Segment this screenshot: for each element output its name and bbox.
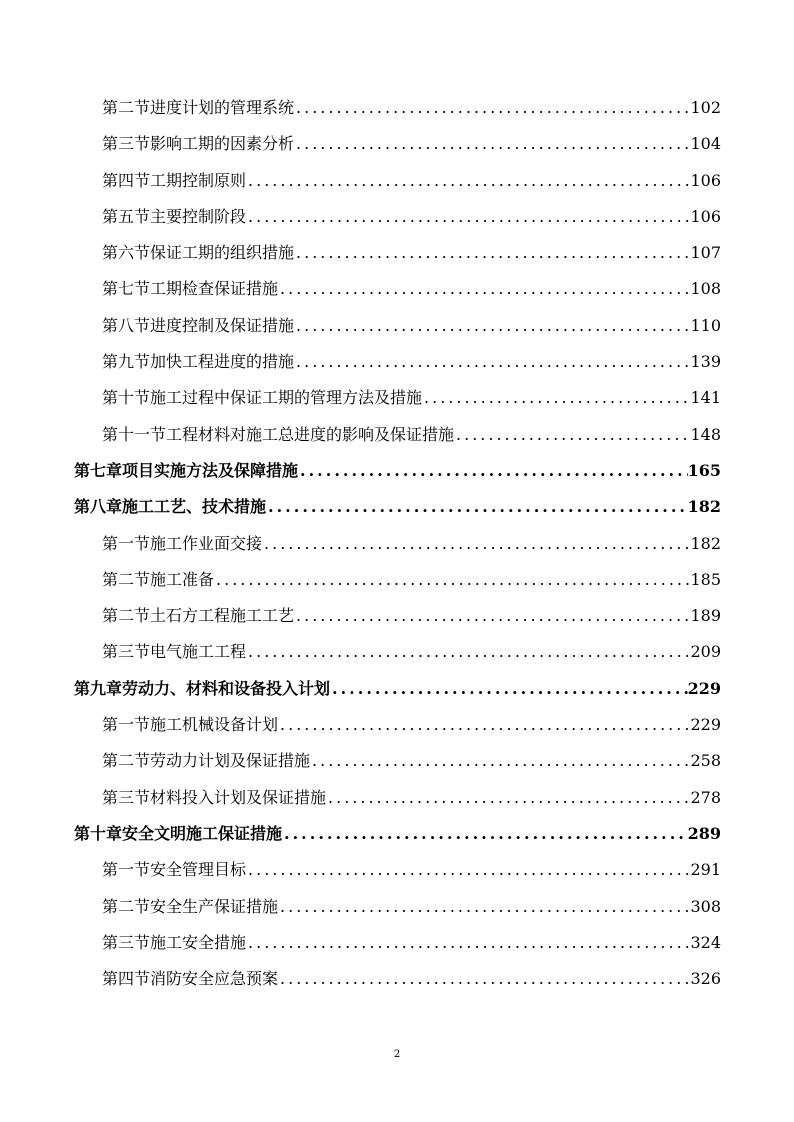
dot-leader (278, 889, 690, 925)
dot-leader (246, 163, 690, 199)
dot-leader (262, 526, 690, 562)
dot-leader (330, 671, 688, 707)
toc-section-entry[interactable] (74, 743, 721, 779)
toc-entry-number: 第二节 (102, 569, 151, 589)
toc-entry-page: 258 (690, 751, 721, 771)
dot-leader (278, 707, 690, 743)
toc-section-entry[interactable] (74, 344, 721, 380)
dot-leader (294, 235, 690, 271)
toc-entry-title: 材料投入计划及保证措施 (150, 787, 327, 807)
toc-entry-title: 工程材料对施工总进度的影响及保证措施 (166, 424, 455, 444)
toc-chapter-entry[interactable] (74, 489, 721, 525)
toc-entry-page: 102 (690, 98, 721, 117)
toc-section-entry[interactable] (74, 634, 721, 670)
toc-entry-number: 第二节 (102, 896, 151, 916)
toc-section-entry[interactable] (74, 308, 721, 344)
toc-chapter-entry[interactable] (74, 671, 721, 707)
toc-entry-page: 229 (687, 678, 721, 698)
toc-entry-title: 加快工程进度的措施 (150, 352, 295, 372)
toc-section-entry[interactable] (74, 925, 721, 961)
toc-section-entry[interactable] (74, 598, 721, 634)
toc-entry-number: 第三节 (102, 932, 151, 952)
toc-entry-number: 第十章 (74, 823, 123, 843)
toc-section-entry[interactable] (74, 417, 721, 453)
dot-leader (214, 562, 690, 598)
toc-entry-page: 148 (690, 424, 721, 444)
dot-leader (294, 308, 690, 344)
toc-entry-page: 110 (690, 315, 721, 335)
toc-entry-title: 安全文明施工保证措施 (122, 823, 283, 843)
toc-entry-page: 308 (690, 896, 721, 916)
dot-leader (246, 199, 690, 235)
toc-entry-page: 108 (690, 279, 721, 299)
toc-entry-title: 施工工艺、技术措施 (122, 497, 267, 517)
toc-entry-page: 326 (690, 969, 721, 989)
toc-entry-title: 进度控制及保证措施 (150, 315, 295, 335)
toc-entry-title: 施工机械设备计划 (150, 715, 279, 735)
toc-section-entry[interactable] (74, 271, 721, 307)
toc-section-entry[interactable] (74, 526, 721, 562)
toc-entry-title: 电气施工工程 (150, 642, 247, 662)
dot-leader (294, 598, 690, 634)
toc-entry-page: 182 (687, 497, 721, 517)
toc-entry-page: 209 (690, 642, 721, 662)
toc-entry-number: 第七节 (102, 279, 151, 299)
toc-section-entry[interactable] (74, 199, 721, 235)
toc-entry-title: 土石方工程施工工艺 (150, 606, 295, 626)
page-number: 2 (393, 1049, 401, 1060)
toc-entry-number: 第三节 (102, 642, 151, 662)
toc-entry-page: 278 (690, 787, 721, 807)
toc-section-entry[interactable] (74, 562, 721, 598)
dot-leader (298, 453, 688, 489)
dot-leader (310, 743, 690, 779)
toc-entry-number: 第一节 (102, 533, 151, 553)
toc-entry-page: 106 (690, 206, 721, 226)
toc-entry-page: 107 (690, 243, 721, 263)
dot-leader (246, 634, 690, 670)
dot-leader (282, 816, 688, 852)
toc-section-entry[interactable] (74, 163, 721, 199)
toc-entry-title: 施工安全措施 (150, 932, 247, 952)
dot-leader (294, 90, 690, 126)
toc-section-entry[interactable] (74, 852, 721, 888)
toc-entry-number: 第八节 (102, 315, 151, 335)
toc-section-entry[interactable] (74, 961, 721, 997)
toc-entry-page: 324 (690, 932, 721, 952)
dot-leader (326, 780, 690, 816)
toc-section-entry[interactable] (74, 90, 721, 126)
toc-entry-number: 第七章 (74, 460, 123, 480)
toc-entry-number: 第三节 (102, 787, 151, 807)
toc-chapter-entry[interactable] (74, 453, 721, 489)
toc-entry-number: 第三节 (102, 134, 151, 154)
dot-leader (278, 271, 690, 307)
dot-leader (278, 961, 690, 997)
dot-leader (266, 489, 688, 525)
toc-entry-page: 139 (690, 352, 721, 372)
toc-entry-title: 安全管理目标 (150, 860, 247, 880)
toc-entry-page: 106 (690, 170, 721, 190)
toc-entry-page: 141 (690, 388, 721, 408)
toc-entry-page: 289 (687, 823, 721, 843)
toc-section-entry[interactable] (74, 780, 721, 816)
toc-entry-title: 施工过程中保证工期的管理方法及措施 (150, 388, 423, 408)
toc-entry-title: 保证工期的组织措施 (150, 243, 295, 263)
toc-entry-number: 第一节 (102, 715, 151, 735)
toc-entry-number: 第二节 (102, 751, 151, 771)
toc-entry-title: 消防安全应急预案 (150, 969, 279, 989)
toc-entry-number: 第八章 (74, 497, 123, 517)
toc-entry-number: 第五节 (102, 206, 151, 226)
toc-entry-page: 185 (690, 569, 721, 589)
toc-entry-number: 第四节 (102, 170, 151, 190)
toc-entry-title: 工期控制原则 (150, 170, 247, 190)
dot-leader (294, 344, 690, 380)
toc-entry-page: 229 (690, 715, 721, 735)
toc-section-entry[interactable] (74, 707, 721, 743)
dot-leader (246, 925, 690, 961)
dot-leader (454, 417, 690, 453)
toc-entry-title: 施工作业面交接 (150, 533, 263, 553)
toc-entry-number: 第一节 (102, 860, 151, 880)
toc-entry-title: 项目实施方法及保障措施 (122, 460, 299, 480)
toc-entry-number: 第十节 (102, 388, 151, 408)
toc-entry-number: 第十一节 (102, 424, 167, 444)
toc-entry-title: 施工准备 (150, 569, 215, 589)
toc-entry-number: 第二节 (102, 606, 151, 626)
toc-entry-page: 182 (690, 533, 721, 553)
toc-entry-page: 165 (687, 460, 721, 480)
dot-leader (422, 380, 690, 416)
dot-leader (246, 852, 690, 888)
toc-entry-number: 第九节 (102, 352, 151, 372)
toc-chapter-entry[interactable] (74, 816, 721, 852)
toc-section-entry[interactable] (74, 235, 721, 271)
table-of-contents (74, 90, 721, 997)
toc-entry-title: 劳动力计划及保证措施 (150, 751, 311, 771)
dot-leader (294, 126, 690, 162)
toc-entry-title: 主要控制阶段 (150, 206, 247, 226)
toc-entry-number: 第九章 (74, 678, 123, 698)
toc-entry-number: 第四节 (102, 969, 151, 989)
toc-entry-title: 进度计划的管理系统 (150, 98, 295, 117)
toc-entry-page: 291 (690, 860, 721, 880)
toc-section-entry[interactable] (74, 126, 721, 162)
toc-section-entry[interactable] (74, 889, 721, 925)
toc-entry-title: 工期检查保证措施 (150, 279, 279, 299)
toc-entry-number: 第二节 (102, 98, 151, 117)
toc-section-entry[interactable] (74, 380, 721, 416)
toc-entry-title: 劳动力、材料和设备投入计划 (122, 678, 331, 698)
toc-entry-page: 104 (690, 134, 721, 154)
toc-entry-number: 第六节 (102, 243, 151, 263)
toc-entry-title: 影响工期的因素分析 (150, 134, 295, 154)
toc-entry-page: 189 (690, 606, 721, 626)
toc-entry-title: 安全生产保证措施 (150, 896, 279, 916)
